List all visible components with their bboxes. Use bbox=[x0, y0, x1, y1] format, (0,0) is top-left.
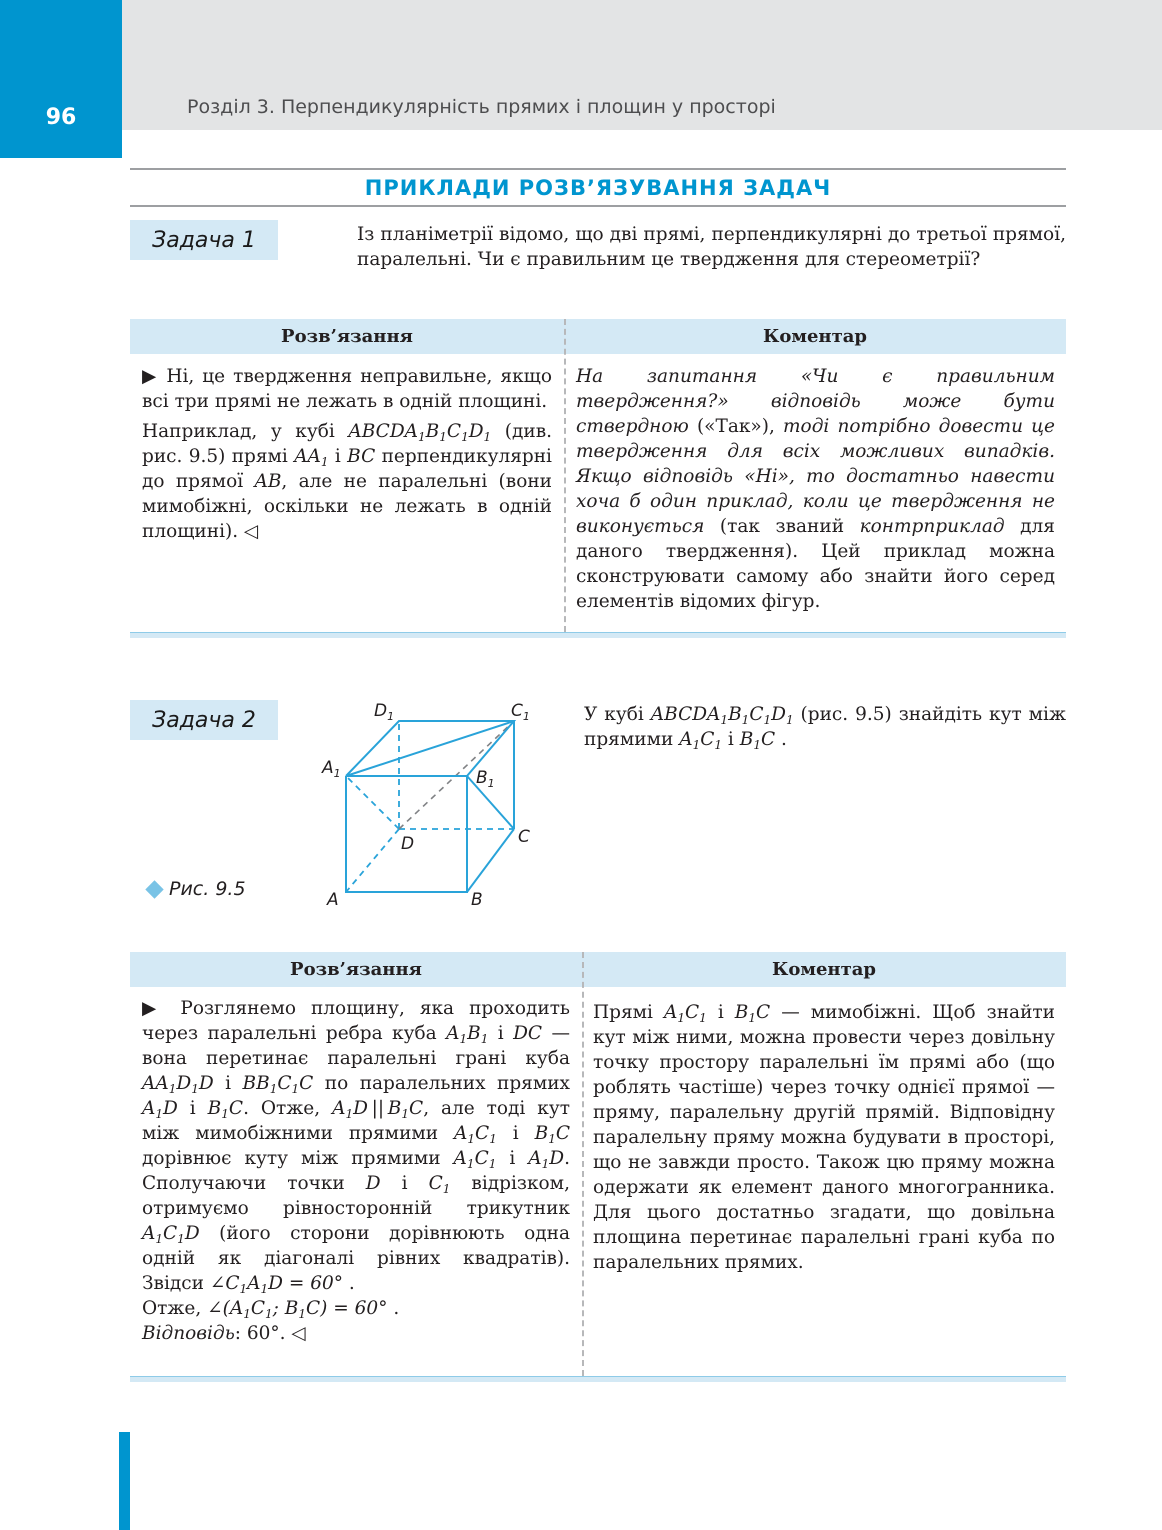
task2-solution-p1: ▶ Розглянемо площину, яка проходить через паралельні ребра куба $A_1B_1$ і DC — вона перетинає паралельні грані куба $AA_1D_1D$ і $BB_1C_1C$ по паралельних прямих $A_1D$ і $B_1C$. Отже, $A_1D$ || $B_1C$, але тоді кут між мимобіжними прямими $A_1C_1$ і $B_1C$ дорівнює куту між прямими $A_1C_1$ і $A_1D$. Сполучаючи точки D і $C_1$ відрізком, отримуємо рівносторонній трикутник $A_1C_1D$ (його сторони дорівнюють одна одній як діагоналі рівних квадратів). Звідси $\angle C_1A_1D = 60^\circ$ . bbox=[142, 998, 570, 1296]
section-title: ПРИКЛАДИ РОЗВ’ЯЗУВАННЯ ЗАДАЧ bbox=[364, 176, 832, 200]
task1-comment-italic-2: тоді потрібно довести це твердження для всіх можливих випадків. Якщо відповідь «Ні», то достатньо навести хоча б один приклад, коли це твердження не виконується bbox=[576, 416, 1055, 537]
sol-text-2: і bbox=[497, 1023, 504, 1044]
label-a: A bbox=[327, 890, 339, 910]
line-bc: BC bbox=[347, 446, 376, 467]
task1-solution-text-2: Наприклад, у кубі bbox=[142, 421, 335, 442]
task1-comment-text bbox=[576, 364, 1055, 614]
label-c: C bbox=[518, 827, 530, 847]
label-c1: $C_1$ bbox=[511, 701, 530, 723]
task1-solution-text-6: , але не паралельні (вони мимобіжні, оскільки не лежать в одній площині). bbox=[142, 471, 552, 542]
task2-solution-conclusion: Отже, $\angle(A_1C_1$; $B_1C) = 60^\circ$ . bbox=[142, 1298, 400, 1321]
task1-solution-header: Розв’язання bbox=[281, 326, 413, 347]
edge-a1d bbox=[346, 776, 399, 829]
task2-bottom-rule bbox=[130, 1376, 1066, 1382]
sol-text-16: Отже, bbox=[142, 1298, 202, 1319]
section-rule bbox=[130, 205, 1066, 207]
sol-text-6: і bbox=[189, 1098, 196, 1119]
label-d: D bbox=[401, 834, 415, 854]
end-marker: ◁ bbox=[244, 521, 259, 542]
sol-text-13: і bbox=[401, 1173, 408, 1194]
answer-value: : 60°. bbox=[234, 1323, 286, 1344]
end-marker: ◁ bbox=[291, 1323, 306, 1344]
task1-column-divider bbox=[564, 319, 566, 632]
edge-cb bbox=[467, 829, 514, 892]
comment-text-1: Прямі bbox=[593, 1002, 653, 1023]
task1-comment-italic-3: контрприклад bbox=[859, 516, 1005, 537]
label-a1: $A_1$ bbox=[322, 758, 341, 780]
task1-bottom-rule bbox=[130, 632, 1066, 638]
line-ab: AB bbox=[254, 471, 282, 492]
task2-statement-text-2: (рис. 9.5) знайдіть кут між прямими bbox=[584, 704, 1066, 750]
task2-answer bbox=[142, 1321, 570, 1346]
solution-marker: ▶ bbox=[142, 998, 166, 1019]
cube-name: $ABCDA_1B_1C_1D_1$ bbox=[348, 421, 492, 444]
sol-text-4: і bbox=[225, 1073, 232, 1094]
sol-text-15: (його сторони дорівнюють одна одній як діагоналі рівних квадратів). Звідси bbox=[142, 1223, 570, 1294]
task2-label: Задача 2 bbox=[130, 700, 278, 740]
task2-comment-text: Прямі $A_1C_1$ і $B_1C$ — мимобіжні. Щоб знайти кут між ними, можна провести через довільну точку простору паралельні їм прямі або (що роблять частіше) через точку однієї прямої — пряму, паралельну другій прямій. Відповідну паралельну пряму можна будувати в просторі, що не завжди просто. Також цю пряму можна одержати як елемент даного многогранника. Для цього достатньо згадати, що довільна площина перетинає паралельні грані куба по паралельних прямих. bbox=[593, 1002, 1055, 1273]
task2-column-divider bbox=[582, 952, 584, 1376]
label-b1: $B_1$ bbox=[476, 768, 495, 790]
sol-text-10: дорівнює куту між прямими bbox=[142, 1148, 441, 1169]
answer-label: Відповідь bbox=[142, 1323, 235, 1344]
task2-solution bbox=[142, 996, 570, 1346]
task1-solution bbox=[142, 364, 552, 544]
task2-comment bbox=[593, 1000, 1055, 1275]
cube-name: $ABCDA_1B_1C_1D_1$ bbox=[650, 704, 794, 727]
figure-caption-text: Рис. 9.5 bbox=[169, 878, 246, 900]
task1-comment-text-2: (так званий bbox=[719, 516, 845, 537]
sol-text-9: і bbox=[512, 1123, 519, 1144]
figure-caption bbox=[148, 878, 246, 900]
comment-text-2: і bbox=[717, 1002, 724, 1023]
line-b1c: $B_1C$ bbox=[739, 729, 776, 752]
task1-solution-text-1: Ні, це твердження неправильне, якщо всі три прямі не лежать в одній площині. bbox=[142, 366, 552, 412]
comment-text-3: — мимобіжні. Щоб знайти кут між ними, можна провести через довільну точку простору паралельні їм прямі або (що роблять частіше) через точку однієї прямої — пряму, паралельну другій прямій. Відповідну паралельну пряму можна будувати в просторі, що не завжди просто. Також цю пряму можна одержати як елемент даного многогранника. Для цього достатньо згадати, що довільна площина перетинає паралельні грані куба по паралельних прямих. bbox=[593, 1002, 1055, 1273]
cube-figure bbox=[310, 690, 570, 920]
sol-text-8: , але тоді кут між мимобіжними прямими bbox=[142, 1098, 570, 1144]
solution-marker: ▶ bbox=[142, 366, 159, 387]
task1-comment-italic-1: На запитання «Чи є правильним твердження?» відповідь може бути ствердною bbox=[576, 366, 1055, 437]
sol-text-14: відрізком, отримуємо рівносторонній трикутник bbox=[142, 1173, 570, 1219]
task1-label: Задача 1 bbox=[130, 220, 278, 260]
chapter-title: Розділ 3. Перпендикулярність прямих і площин у просторі bbox=[187, 96, 776, 118]
task1-solution-p1 bbox=[142, 364, 552, 414]
diamond-icon bbox=[145, 880, 163, 898]
page-number: 96 bbox=[0, 0, 122, 158]
task1-solution-text-4: і bbox=[334, 446, 341, 467]
line-aa1: $AA_1$ bbox=[294, 446, 329, 469]
sol-text-1: Розглянемо площину, яка проходить через паралельні ребра куба bbox=[142, 998, 570, 1044]
task1-solution-text-3: (див. рис. 9.5) прямі bbox=[142, 421, 552, 467]
edge-ad bbox=[346, 829, 399, 892]
task1-comment-text-1: («Так»), bbox=[696, 416, 775, 437]
task1-comment bbox=[576, 364, 1055, 614]
sol-text-3: — вона перетинає паралельні грані куба bbox=[142, 1023, 570, 1069]
top-rule bbox=[130, 168, 1066, 170]
task2-table-header bbox=[130, 952, 1066, 987]
task2-statement-text-1: У кубі bbox=[584, 704, 644, 725]
sol-text-12: . Сполучаючи точки bbox=[142, 1148, 570, 1194]
task1-table-header bbox=[130, 319, 1066, 354]
task2-statement-text-3: і bbox=[727, 729, 734, 750]
label-d1: $D_1$ bbox=[374, 701, 395, 723]
task1-comment-text-3: для даного твердження). Цей приклад можна сконструювати самому або знайти його серед елементів відомих фігур. bbox=[576, 516, 1055, 612]
side-marker bbox=[119, 1432, 130, 1530]
task2-comment-header: Коментар bbox=[771, 959, 877, 980]
task2-statement: У кубі $ABCDA_1B_1C_1D_1$ (рис. 9.5) знайдіть кут між прямими $A_1C_1$ і $B_1C$ . bbox=[584, 704, 1066, 752]
task1-comment-header: Коментар bbox=[762, 326, 868, 347]
sol-text-11: і bbox=[509, 1148, 516, 1169]
sol-text-5: по паралельних прямих bbox=[324, 1073, 570, 1094]
line-a1c1: $A_1C_1$ bbox=[679, 729, 722, 752]
task2-solution-header: Розв’язання bbox=[290, 959, 422, 980]
label-b: B bbox=[471, 890, 483, 910]
sol-text-7: . Отже, bbox=[243, 1098, 321, 1119]
task1-solution-p2 bbox=[142, 419, 552, 544]
task1-statement: Із планіметрії відомо, що дві прямі, перпендикулярні до третьої прямої, паралельні. Чи є правильним це твердження для стереометрії? bbox=[357, 224, 1066, 270]
task1-solution-text-5: перпендикулярні до прямої bbox=[142, 446, 552, 492]
